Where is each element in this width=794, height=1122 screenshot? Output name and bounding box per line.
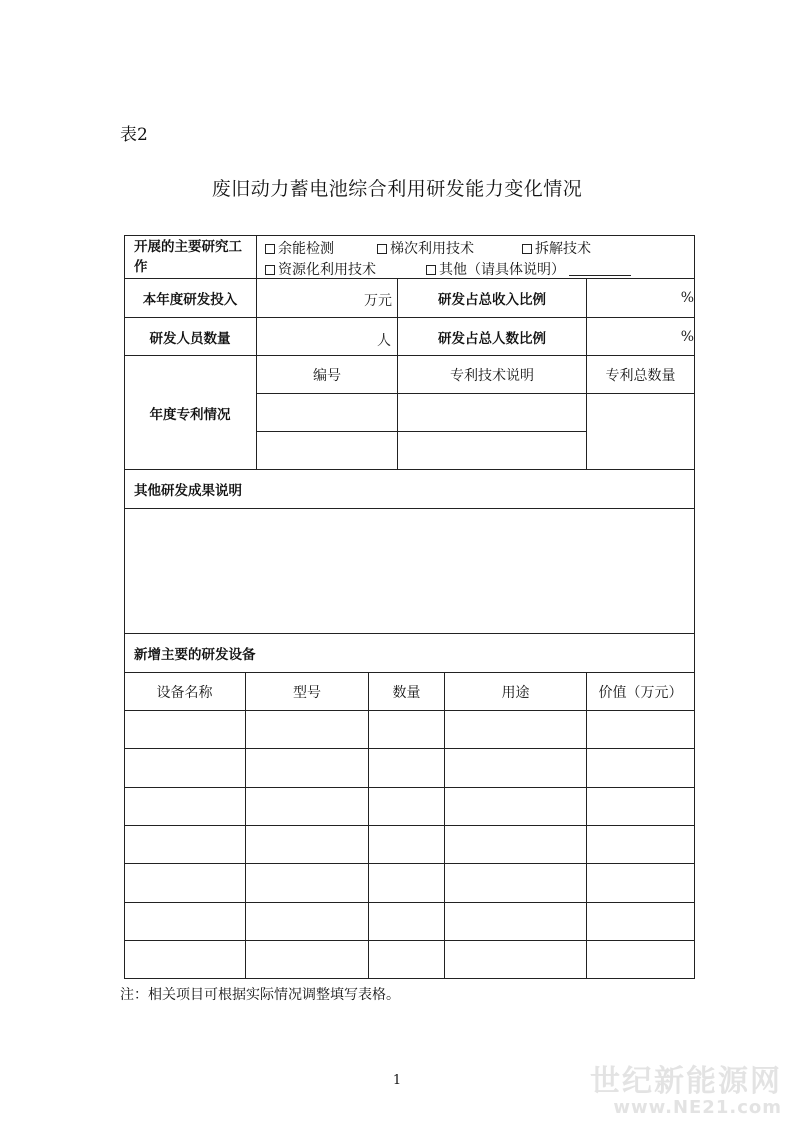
- option-cascade-use[interactable]: 梯次利用技术: [377, 238, 474, 258]
- watermark-line-1: 世纪新能源网: [590, 1064, 782, 1099]
- row-divider: [124, 902, 695, 903]
- patents-label: 年度专利情况: [149, 406, 231, 423]
- checkbox-icon: [426, 265, 436, 275]
- staff-ratio-unit: %: [680, 328, 694, 345]
- patent-number-header: 编号: [313, 367, 341, 384]
- investment-label: 本年度研发投入: [142, 292, 238, 308]
- row-divider: [124, 940, 695, 941]
- staff-unit: 人: [377, 333, 391, 349]
- row-divider: [124, 863, 695, 864]
- checkbox-icon: [265, 265, 275, 275]
- table-border-right: [694, 235, 695, 979]
- staff-label: 研发人员数量: [149, 330, 231, 347]
- row-divider: [124, 748, 695, 749]
- other-results-label: 其他研发成果说明: [134, 483, 242, 499]
- equipment-label: 新增主要的研发设备: [134, 647, 256, 663]
- row-divider: [124, 825, 695, 826]
- watermark-line-2: www.NE21.com: [613, 1097, 782, 1118]
- table-note: 注：相关项目可根据实际情况调整填写表格。: [120, 987, 400, 1003]
- research-work-label: 开展的主要研究工作: [134, 239, 242, 275]
- equipment-purpose-header: 用途: [501, 684, 530, 701]
- col-divider: [368, 672, 369, 979]
- row-divider: [256, 393, 695, 394]
- revenue-ratio-unit: %: [680, 290, 694, 306]
- equipment-value-header: 价值（万元）: [598, 684, 683, 701]
- option-disassembly[interactable]: 拆解技术: [522, 238, 591, 258]
- table-border-bottom: [124, 978, 695, 979]
- revenue-ratio-label: 研发占总收入比例: [438, 292, 546, 308]
- page-number: 1: [392, 1073, 402, 1088]
- watermark-logo: [590, 1066, 782, 1118]
- page-title: 废旧动力蓄电池综合利用研发能力变化情况: [211, 178, 583, 200]
- col-divider: [245, 672, 246, 979]
- patent-total-header: 专利总数量: [605, 367, 676, 384]
- checkbox-icon: [522, 244, 532, 254]
- equipment-name-header: 设备名称: [156, 684, 213, 701]
- row-divider: [256, 431, 586, 432]
- row-divider: [124, 508, 695, 509]
- option-resource-recovery[interactable]: 资源化利用技术: [265, 259, 376, 279]
- row-divider: [124, 710, 695, 711]
- checkbox-icon: [377, 244, 387, 254]
- table-label: 表2: [120, 125, 148, 145]
- other-blank-line[interactable]: [569, 263, 631, 276]
- checkbox-icon: [265, 244, 275, 254]
- col-divider: [444, 672, 445, 979]
- equipment-quantity-header: 数量: [392, 684, 421, 701]
- option-other[interactable]: 其他（请具体说明）: [426, 259, 631, 279]
- investment-unit: 万元: [364, 293, 392, 309]
- row-divider: [124, 787, 695, 788]
- equipment-model-header: 型号: [293, 684, 321, 701]
- col-divider: [586, 672, 587, 979]
- staff-ratio-label: 研发占总人数比例: [438, 330, 546, 347]
- patent-desc-header: 专利技术说明: [450, 367, 534, 384]
- option-residual-capacity[interactable]: 余能检测: [265, 238, 334, 258]
